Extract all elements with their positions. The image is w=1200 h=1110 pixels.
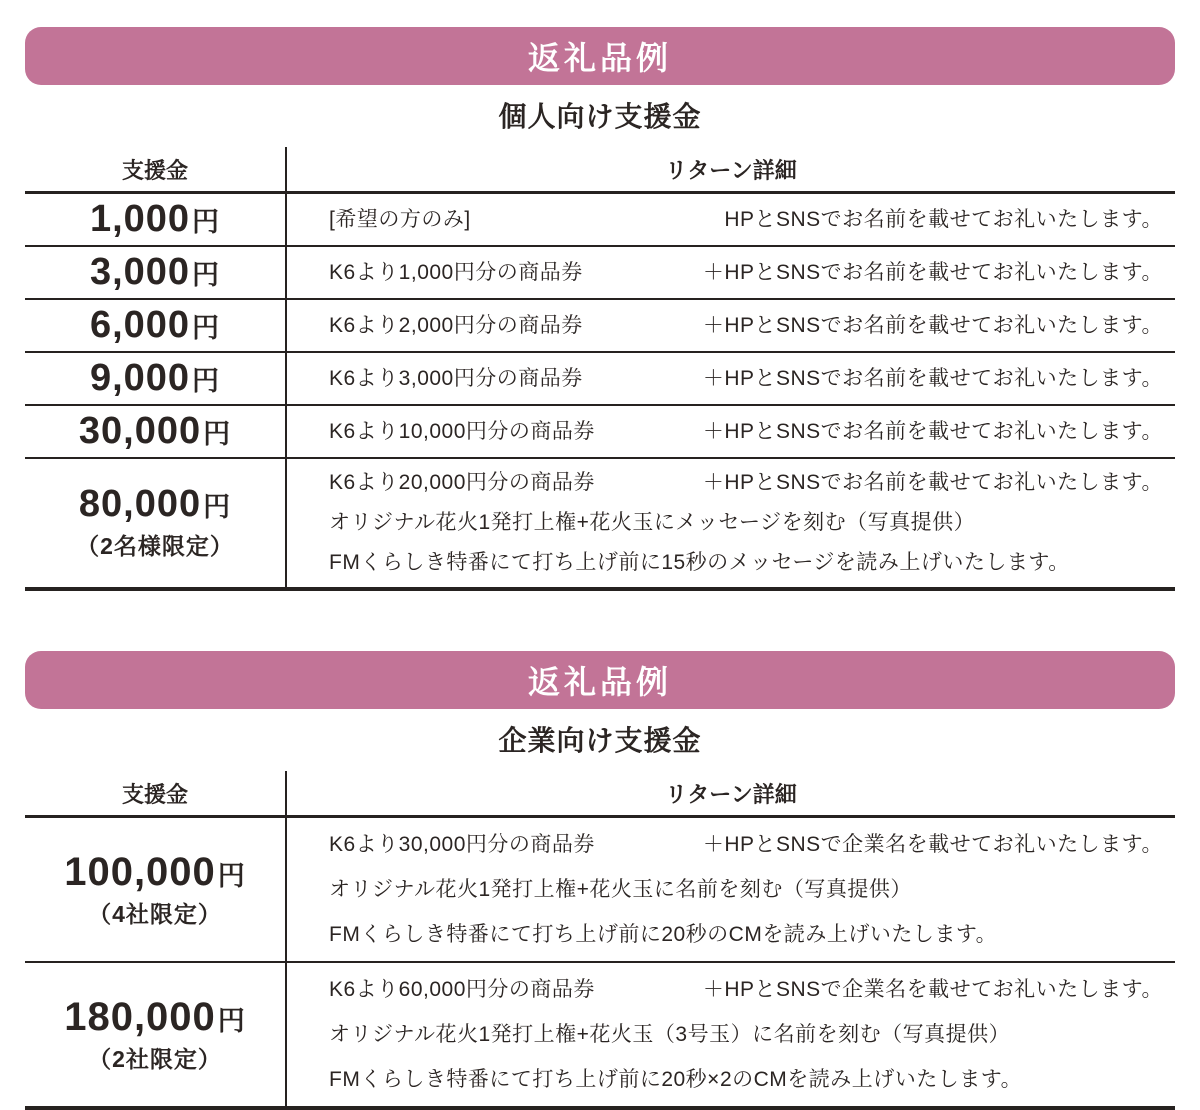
detail-cell <box>287 459 1175 587</box>
detail-cell <box>287 353 1175 404</box>
amount-unit: 円 <box>217 1005 246 1036</box>
detail-line-left: K6より60,000円分の商品券 <box>329 978 595 1001</box>
table-row <box>25 406 1175 459</box>
detail-line-left: FMくらしき特番にて打ち上げ前に20秒のCMを読み上げいたします。 <box>329 923 998 946</box>
detail-line-left: K6より30,000円分の商品券 <box>329 833 595 856</box>
banner-title: 返礼品例 <box>527 664 672 700</box>
detail-line-right: HPとSNSでお名前を載せてお礼いたします。 <box>724 207 1163 231</box>
amount-cell <box>25 818 287 961</box>
column-header-amount: 支援金 <box>25 147 287 191</box>
detail-line-left: [希望の方のみ] <box>329 207 471 231</box>
amount-value <box>78 409 232 452</box>
amount-value <box>89 250 221 293</box>
detail-cell <box>287 300 1175 351</box>
detail-line-right: ＋HPとSNSでお名前を載せてお礼いたします。 <box>702 471 1163 494</box>
detail-line <box>329 359 1163 399</box>
detail-line-right: ＋HPとSNSで企業名を載せてお礼いたします。 <box>702 833 1163 856</box>
detail-line <box>329 912 1163 957</box>
section-corporate <box>0 651 1200 1110</box>
detail-line <box>329 967 1163 1012</box>
detail-line <box>329 200 1163 240</box>
amount-unit: 円 <box>192 365 221 396</box>
detail-cell <box>287 818 1175 961</box>
detail-line-right: ＋HPとSNSでお名前を載せてお礼いたします。 <box>702 366 1163 390</box>
amount-value <box>89 356 221 399</box>
detail-line-right: ＋HPとSNSで企業名を載せてお礼いたします。 <box>702 978 1163 1001</box>
amount-value <box>64 851 246 893</box>
amount-cell <box>25 406 287 457</box>
table-row <box>25 300 1175 353</box>
detail-cell <box>287 963 1175 1106</box>
detail-line <box>329 306 1163 346</box>
detail-line-left: K6より20,000円分の商品券 <box>329 471 595 494</box>
amount-number: 1,000 <box>89 197 191 240</box>
table-row <box>25 194 1175 247</box>
detail-line <box>329 503 1163 543</box>
detail-line-left: FMくらしき特番にて打ち上げ前に20秒×2のCMを読み上げいたします。 <box>329 1068 1023 1091</box>
table-row <box>25 459 1175 591</box>
amount-limit: （4社限定） <box>88 900 222 927</box>
section-subtitle: 企業向け支援金 <box>498 725 702 756</box>
amount-value <box>79 485 231 525</box>
detail-cell <box>287 406 1175 457</box>
amount-unit: 円 <box>203 418 232 449</box>
detail-line-left: オリジナル花火1発打上権+花火玉にメッセージを刻む（写真提供） <box>329 511 976 534</box>
detail-line-right: ＋HPとSNSでお名前を載せてお礼いたします。 <box>702 313 1163 337</box>
amount-value <box>89 197 221 240</box>
amount-number: 6,000 <box>89 303 191 346</box>
reward-table-individual <box>25 147 1175 591</box>
amount-cell <box>25 963 287 1106</box>
amount-cell <box>25 247 287 298</box>
section-subtitle: 個人向け支援金 <box>498 101 702 132</box>
table-row <box>25 353 1175 406</box>
amount-cell <box>25 353 287 404</box>
amount-cell <box>25 300 287 351</box>
detail-line-right: ＋HPとSNSでお名前を載せてお礼いたします。 <box>702 419 1163 443</box>
detail-line <box>329 463 1163 503</box>
amount-value <box>89 303 221 346</box>
table-row <box>25 247 1175 300</box>
banner-title: 返礼品例 <box>527 40 672 76</box>
amount-value <box>64 996 246 1038</box>
amount-number: 100,000 <box>64 849 216 894</box>
detail-line-left: K6より3,000円分の商品券 <box>329 366 583 390</box>
detail-line-left: K6より1,000円分の商品券 <box>329 260 583 284</box>
detail-line-left: オリジナル花火1発打上権+花火玉（3号玉）に名前を刻む（写真提供） <box>329 1023 1011 1046</box>
amount-number: 9,000 <box>89 356 191 399</box>
detail-line <box>329 253 1163 293</box>
detail-line <box>329 543 1163 583</box>
detail-cell <box>287 194 1175 245</box>
detail-line-right: ＋HPとSNSでお名前を載せてお礼いたします。 <box>702 260 1163 284</box>
amount-number: 3,000 <box>89 250 191 293</box>
table-header-row <box>25 771 1175 818</box>
amount-cell <box>25 194 287 245</box>
amount-unit: 円 <box>192 206 221 237</box>
detail-line <box>329 1057 1163 1102</box>
section-individual <box>0 27 1200 591</box>
column-header-detail: リターン詳細 <box>665 782 797 807</box>
detail-cell <box>287 247 1175 298</box>
detail-line-left: オリジナル花火1発打上権+花火玉に名前を刻む（写真提供） <box>329 878 912 901</box>
amount-limit: （2社限定） <box>88 1045 222 1072</box>
amount-unit: 円 <box>192 259 221 290</box>
amount-number: 30,000 <box>78 409 202 452</box>
detail-line <box>329 1012 1163 1057</box>
reward-table-corporate <box>25 771 1175 1110</box>
table-row <box>25 818 1175 963</box>
amount-number: 80,000 <box>78 483 202 526</box>
amount-cell <box>25 459 287 587</box>
detail-line-left: FMくらしき特番にて打ち上げ前に15秒のメッセージを読み上げいたします。 <box>329 551 1070 574</box>
table-row <box>25 963 1175 1110</box>
table-body <box>25 194 1175 591</box>
amount-unit: 円 <box>192 312 221 343</box>
table-body <box>25 818 1175 1110</box>
detail-line <box>329 412 1163 452</box>
amount-number: 180,000 <box>64 994 216 1039</box>
amount-unit: 円 <box>203 492 232 523</box>
detail-line <box>329 822 1163 867</box>
table-header-row <box>25 147 1175 194</box>
detail-line-left: K6より10,000円分の商品券 <box>329 419 595 443</box>
detail-line <box>329 867 1163 912</box>
column-header-amount: 支援金 <box>25 771 287 815</box>
amount-unit: 円 <box>217 860 246 891</box>
section-banner <box>25 27 1175 85</box>
column-header-detail: リターン詳細 <box>665 158 797 183</box>
section-banner <box>25 651 1175 709</box>
detail-line-left: K6より2,000円分の商品券 <box>329 313 583 337</box>
amount-limit: （2名様限定） <box>76 532 234 559</box>
